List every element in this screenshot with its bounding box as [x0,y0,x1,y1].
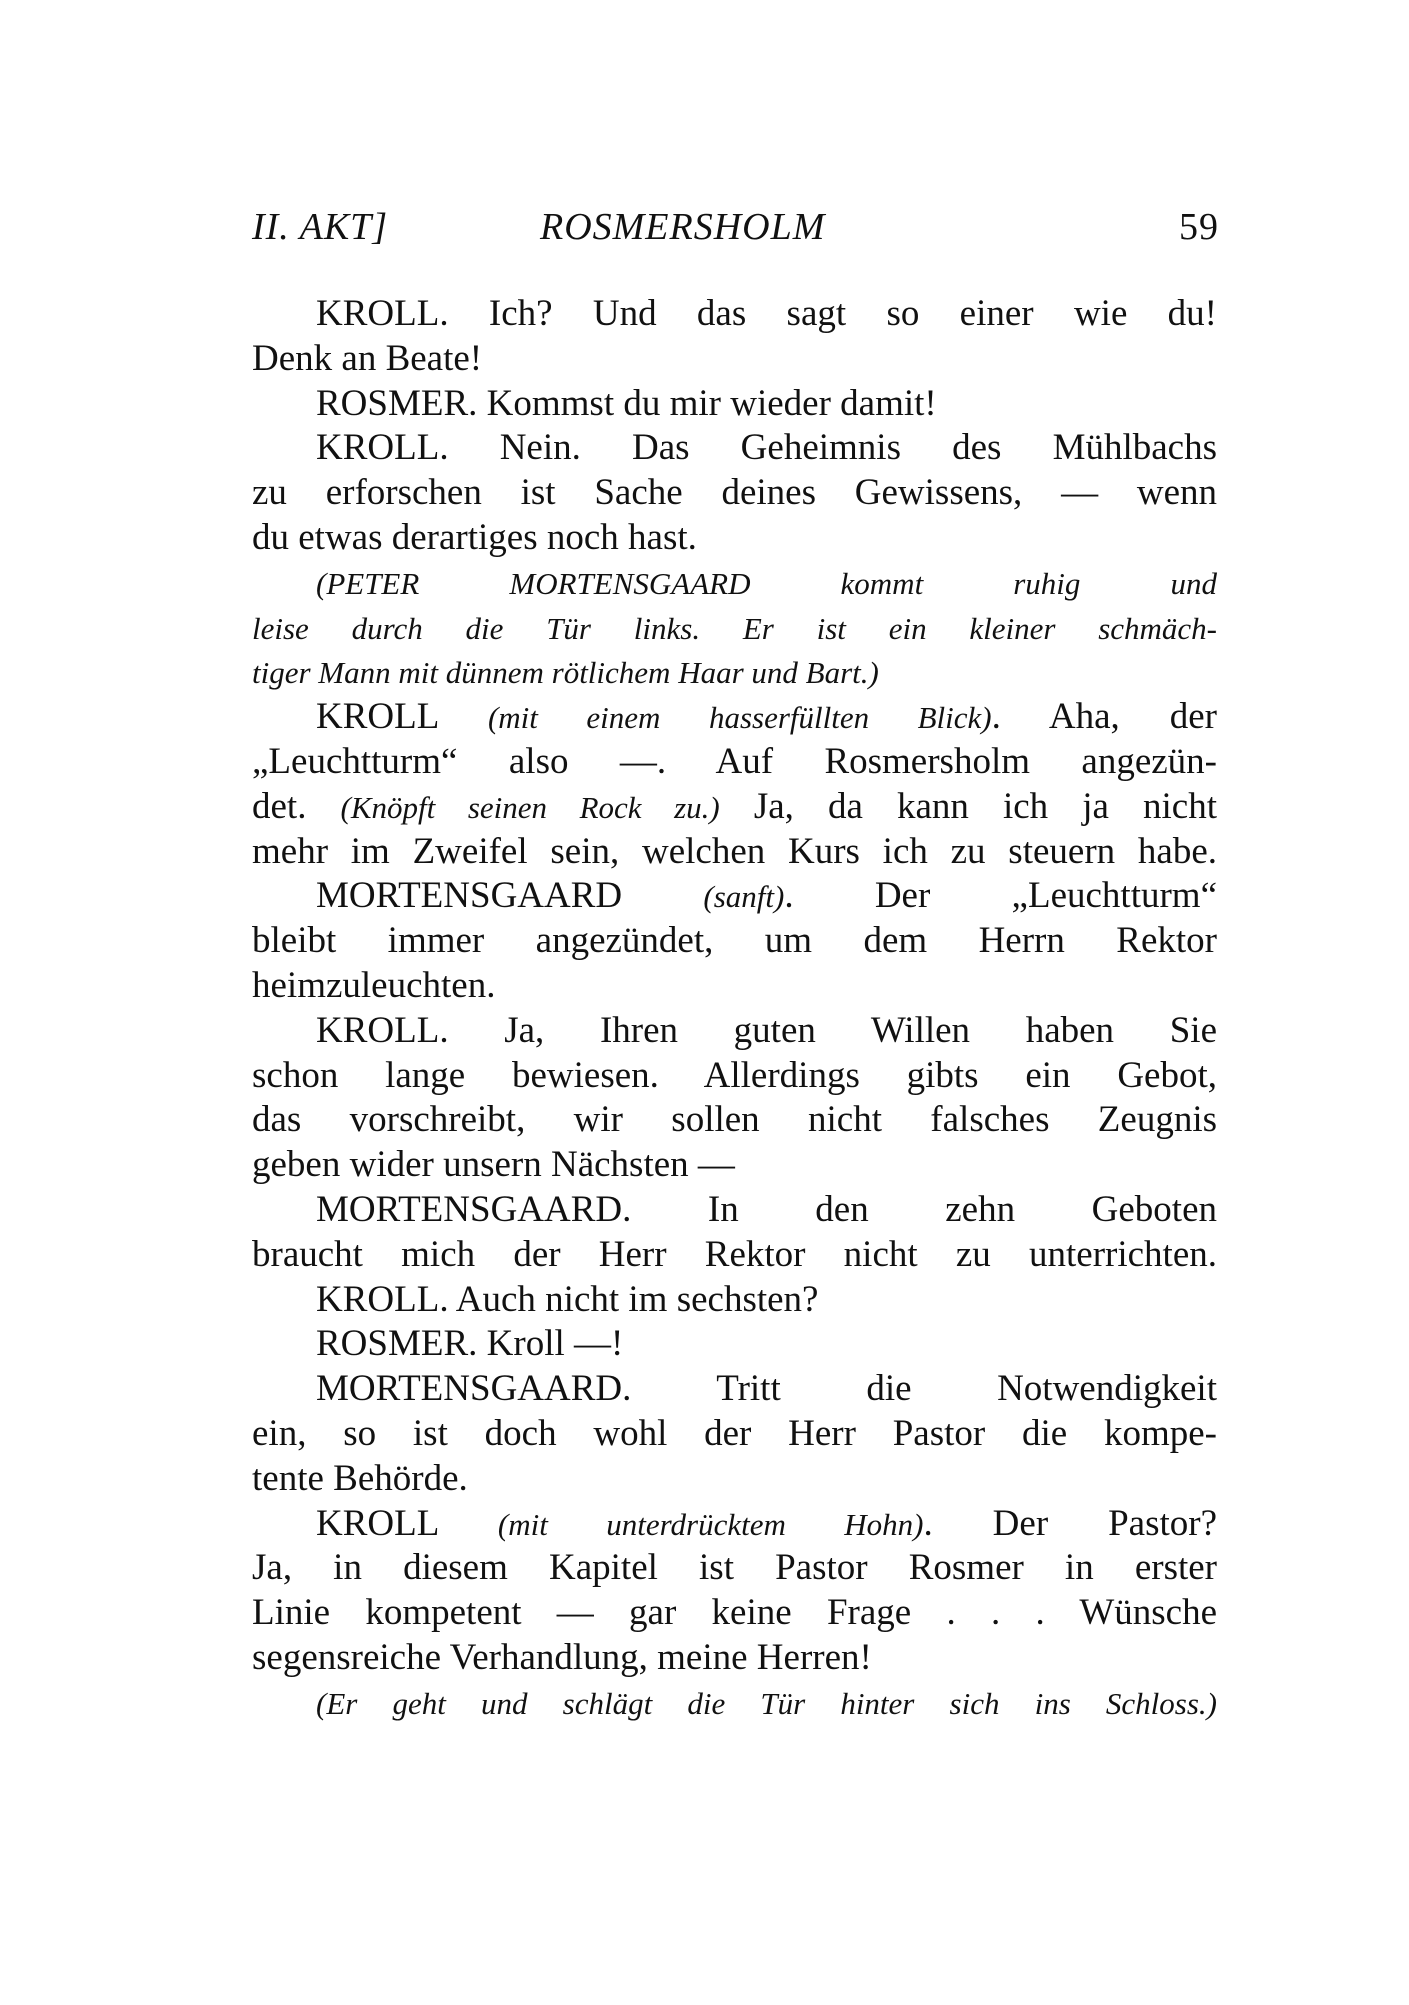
text-line [252,1188,1217,1233]
dialogue-text: Linie kompetent — gar keine Frage . . . Wünsche [252,1592,1217,1634]
dialogue-text: bleibt immer angezündet, um dem Herrn Rektor [252,920,1217,962]
text-line [252,1233,1217,1278]
text-line [252,1591,1217,1636]
text-line [252,606,1217,651]
dialogue-text: KROLL. Ich? Und das sagt so einer wie du! [316,293,1217,334]
text-line [252,695,1217,740]
dialogue-text: MORTENSGAARD. In den zehn Geboten [316,1188,1217,1230]
text-line [252,1278,1217,1323]
dialogue-text: „Leuchtturm“ also —. Auf Rosmersholm angezün- [252,740,1217,782]
running-header-act: II. AKT] [252,206,389,248]
text-line [252,1054,1217,1099]
text-line [252,964,1217,1009]
stage-direction: (PETER MORTENSGAARD kommt ruhig und [316,565,1217,601]
dialogue-text: du etwas derartiges noch hast. [252,516,697,558]
text-line [252,1143,1217,1188]
dialogue-text: Ja, da kann ich ja nicht [719,785,1217,827]
text-line [252,426,1217,471]
text-line [252,516,1217,561]
dialogue-text: det. [252,785,341,827]
dialogue-text: KROLL [316,696,488,738]
text-line [252,1636,1217,1681]
running-header-title: ROSMERSHOLM [540,206,826,248]
dialogue-text: ROSMER. Kroll —! [316,1323,624,1365]
text-line [252,292,1217,337]
dialogue-text: KROLL. Ja, Ihren guten Willen haben Sie [316,1009,1217,1051]
text-line [252,337,1217,382]
dialogue-text: zu erforschen ist Sache deines Gewissens, — wenn [252,472,1217,514]
dialogue-text: heimzuleuchten. [252,964,496,1006]
dialogue-text: schon lange bewiesen. Allerdings gibts ein Gebot, [252,1054,1217,1096]
dialogue-text: . Der Pastor? [923,1502,1217,1544]
stage-direction: (sanft) [703,879,785,915]
dialogue-text: braucht mich der Herr Rektor nicht zu unterrichten. [252,1233,1217,1275]
dialogue-text: MORTENSGAARD [316,875,704,917]
text-line [252,1681,1217,1726]
dialogue-text: ROSMER. Kommst du mir wieder damit! [316,382,937,424]
text-line [252,1322,1217,1367]
dialogue-text: ein, so ist doch wohl der Herr Pastor die kompe- [252,1412,1217,1454]
dialogue-text: . Aha, der [991,696,1217,738]
dialogue-text: segensreiche Verhandlung, meine Herren! [252,1636,872,1678]
dialogue-text: mehr im Zweifel sein, welchen Kurs ich zu steuern habe. [252,830,1217,872]
text-line [252,874,1217,919]
stage-direction: (mit unterdrücktem Hohn) [497,1506,924,1542]
text-line [252,830,1217,875]
dialogue-text: Denk an Beate! [252,337,483,379]
stage-direction: (Er geht und schlägt die Tür hinter sich ins Schloss.) [316,1685,1217,1721]
text-line [252,471,1217,516]
body-text [252,292,1217,1726]
dialogue-text: geben wider unsern Nächsten — [252,1144,735,1186]
dialogue-text: . Der „Leuchtturm“ [784,875,1217,917]
stage-direction: (mit einem hasserfüllten Blick) [487,700,992,736]
dialogue-text: KROLL. Nein. Das Geheimnis des Mühlbachs [316,427,1217,469]
dialogue-text: Ja, in diesem Kapitel ist Pastor Rosmer in erster [252,1547,1217,1589]
dialogue-text: KROLL. Auch nicht im sechsten? [316,1278,819,1320]
page-number: 59 [1179,206,1219,248]
text-line [252,919,1217,964]
text-line [252,1412,1217,1457]
text-line [252,382,1217,427]
stage-direction: (Knöpft seinen Rock zu.) [340,789,720,825]
stage-direction: tiger Mann mit dünnem rötlichem Haar und Bart.) [252,655,879,691]
dialogue-text: das vorschreibt, wir sollen nicht falsches Zeugnis [252,1099,1217,1141]
stage-direction: leise durch die Tür links. Er ist ein kleiner schmäch- [252,610,1217,646]
dialogue-text: KROLL [316,1502,498,1544]
text-line [252,1009,1217,1054]
text-line [252,1546,1217,1591]
text-line [252,561,1217,606]
dialogue-text: tente Behörde. [252,1457,468,1499]
dialogue-text: MORTENSGAARD. Tritt die Notwendigkeit [316,1368,1217,1410]
text-line [252,1367,1217,1412]
text-line [252,740,1217,785]
text-line [252,650,1217,695]
text-line [252,1502,1217,1547]
text-line [252,785,1217,830]
text-line [252,1098,1217,1143]
text-line [252,1457,1217,1502]
